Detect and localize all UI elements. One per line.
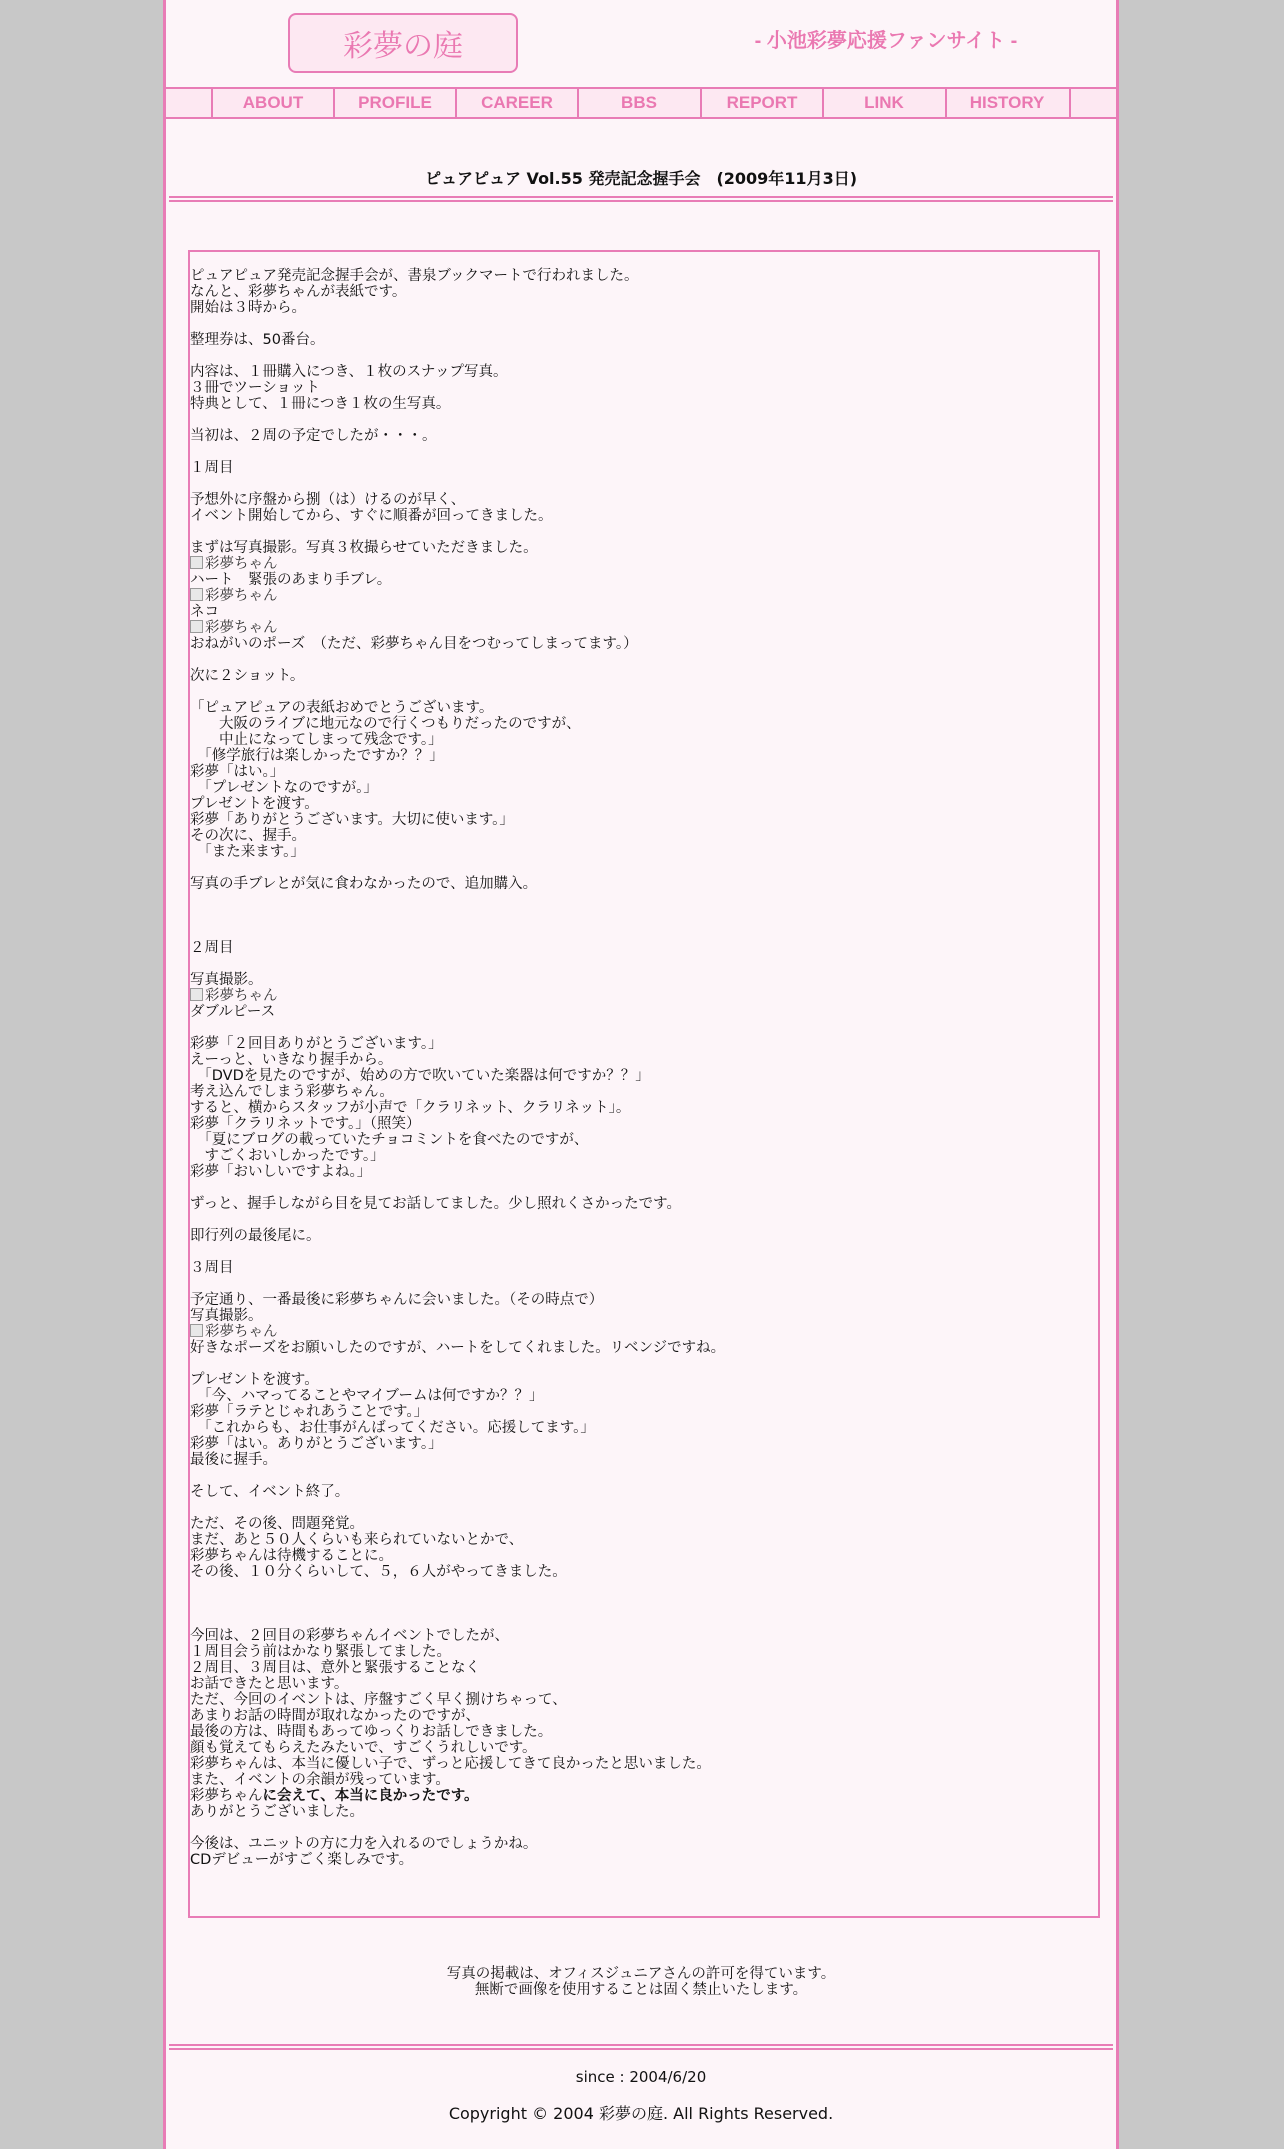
report-line-text: すると、横からスタッフが小声で「クラリネット、クラリネット」。 (190, 1100, 631, 1116)
report-line-text: その後、１０分くらいして、５，６人がやってきました。 (190, 1564, 567, 1580)
report-line (190, 1068, 1090, 1084)
report-line (190, 460, 1090, 476)
report-line-text: 当初は、２周の予定でしたが・・・。 (190, 428, 437, 444)
report-line (190, 300, 1090, 316)
report-line (190, 508, 1090, 524)
report-line-text: 最後の方は、時間もあってゆっくりお話しできました。 (190, 1724, 553, 1740)
report-line (190, 1532, 1090, 1548)
report-line-text: その次に、握手。 (190, 828, 306, 844)
report-line (190, 396, 1090, 412)
report-line (190, 1452, 1090, 1468)
report-line-text: まずは写真撮影。写真３枚撮らせていただきました。 (190, 540, 538, 556)
report-line (190, 1772, 1090, 1788)
report-line-text: プレゼントを渡す。 (190, 796, 319, 812)
report-line-text: 彩夢「おいしいですよね。」 (190, 1164, 372, 1180)
report-line (190, 1628, 1090, 1644)
footer-divider (169, 2044, 1113, 2050)
report-line (190, 1692, 1090, 1708)
notice-line-2: 無断で画像を使用することは固く禁止いたします。 (474, 1982, 808, 1998)
report-line (190, 828, 1090, 844)
report-line-text: おねがいのポーズ （ただ、彩夢ちゃん目をつむってしまってます。） (190, 636, 638, 652)
report-line-text: ネコ (190, 604, 219, 620)
photo-placeholder (190, 1324, 1090, 1340)
report-line-text: あまりお話の時間が取れなかったのですが、 (190, 1708, 480, 1724)
report-line-text: ありがとうございました。 (190, 1804, 364, 1820)
report-line (190, 1660, 1090, 1676)
nav-profile[interactable]: PROFILE (333, 89, 455, 117)
report-line-text: 彩夢「ラテとじゃれあうことです。」 (190, 1404, 429, 1420)
report-line (190, 1084, 1090, 1100)
report-line (190, 1820, 1090, 1836)
title-divider (169, 196, 1113, 202)
nav-link[interactable]: LINK (822, 89, 944, 117)
report-line-text: 写真撮影。 (190, 972, 263, 988)
photo-placeholder (190, 620, 1090, 636)
report-line (190, 1420, 1090, 1436)
report-line (190, 1116, 1090, 1132)
copyright-text: Copyright © 2004 彩夢の庭. All Rights Reserved. (448, 2104, 834, 2123)
report-line-text: 好きなポーズをお願いしたのですが、ハートをしてくれました。リベンジですね。 (190, 1340, 726, 1356)
report-line-text: 彩夢ちゃんは待機することに。 (190, 1548, 393, 1564)
nav-report[interactable]: REPORT (700, 89, 822, 117)
report-line-text: １周目会う前はかなり緊張してました。 (190, 1644, 451, 1660)
report-line-text: 開始は３時から。 (190, 300, 306, 316)
report-line (190, 1836, 1090, 1852)
nav-history[interactable]: HISTORY (945, 89, 1067, 117)
report-line-text: 彩夢「クラリネットです。」（照笑） (190, 1116, 421, 1132)
report-body (190, 268, 1090, 1868)
report-line-text: 特典として、１冊につき１枚の生写真。 (190, 396, 451, 412)
report-line-text: えーっと、いきなり握手から。 (190, 1052, 393, 1068)
site-logo[interactable] (288, 13, 518, 73)
report-line (190, 684, 1090, 700)
report-line (190, 1260, 1090, 1276)
report-line-text: まだ、あと５０人くらいも来られていないとかで、 (190, 1532, 524, 1548)
report-line-text: ３周目 (190, 1260, 234, 1276)
report-line (190, 1228, 1090, 1244)
site-tagline: - 小池彩夢応援ファンサイト - (754, 30, 1018, 52)
report-line (190, 492, 1090, 508)
report-line-text: 彩夢「２回目ありがとうございます。」 (190, 1036, 443, 1052)
report-line (190, 668, 1090, 684)
report-line-text: ずっと、握手しながら目を見てお話してました。少し照れくさかったです。 (190, 1196, 681, 1212)
report-line (190, 1340, 1090, 1356)
report-line-text: 顔も覚えてもらえたみたいで、すごくうれしいです。 (190, 1740, 537, 1756)
notice-line-1: 写真の掲載は、オフィスジュニアさんの許可を得ています。 (446, 1966, 836, 1982)
report-line-text: 予定通り、一番最後に彩夢ちゃんに会いました。（その時点で） (190, 1292, 604, 1308)
report-line (190, 1676, 1090, 1692)
report-line-text: ピュアピュア発売記念握手会が、書泉ブックマートで行われました。 (190, 268, 639, 284)
report-line-text: プレゼントを渡す。 (190, 1372, 319, 1388)
report-line-text: ハート 緊張のあまり手ブレ。 (190, 572, 392, 588)
report-line (190, 972, 1090, 988)
report-line-text: 「今、ハマってることやマイブームは何ですか？？」 (190, 1388, 544, 1404)
site-logo-text: 彩夢の庭 (343, 29, 463, 64)
report-line (190, 1020, 1090, 1036)
article-title: ピュアピュア Vol.55 発売記念握手会 (2009年11月3日) (424, 169, 858, 188)
nav-career[interactable]: CAREER (455, 89, 577, 117)
report-line (190, 1708, 1090, 1724)
report-line (190, 1404, 1090, 1420)
report-line (190, 1788, 1090, 1804)
report-line (190, 1388, 1090, 1404)
report-line (190, 268, 1090, 284)
copyright-notice (166, 1966, 1116, 1998)
report-line (190, 444, 1090, 460)
report-line (190, 572, 1090, 588)
report-line-text: 考え込んでしまう彩夢ちゃん。 (190, 1084, 394, 1100)
nav-bbs[interactable]: BBS (577, 89, 699, 117)
report-line (190, 1308, 1090, 1324)
report-line (190, 316, 1090, 332)
report-line-text: 「プレゼントなのですが。」 (190, 780, 378, 796)
report-line (190, 1548, 1090, 1564)
report-line-text: 「これからも、お仕事がんばってください。応援してます。」 (190, 1420, 595, 1436)
report-line-text: 彩夢ちゃん (205, 588, 278, 604)
report-line (190, 1612, 1090, 1628)
report-line-text: 彩夢ちゃんは、本当に優しい子で、ずっと応援してきて良かったと思いました。 (190, 1756, 711, 1772)
report-line (190, 604, 1090, 620)
report-line (190, 524, 1090, 540)
report-line-text: ３冊でツーショット (190, 380, 320, 396)
report-line-text: また、イベントの余韻が残っています。 (190, 1772, 450, 1788)
report-line (190, 1196, 1090, 1212)
nav-end-divider (1069, 89, 1071, 117)
report-line (190, 1292, 1090, 1308)
report-line (190, 1756, 1090, 1772)
report-line-text: 彩夢ちゃん (205, 1324, 278, 1340)
report-line (190, 1148, 1090, 1164)
report-line-text: 大阪のライブに地元なので行くつもりだったのですが、 (190, 716, 581, 732)
report-line (190, 1004, 1090, 1020)
report-line-text: 彩夢ちゃん (205, 620, 278, 636)
report-line (190, 700, 1090, 716)
report-line (190, 812, 1090, 828)
report-line-text: 彩夢ちゃん (205, 556, 278, 572)
report-line-text: 写真の手ブレとが気に食わなかったので、追加購入。 (190, 876, 538, 892)
report-line-text: すごくおいしかったです。」 (190, 1148, 385, 1164)
report-line (190, 1180, 1090, 1196)
report-line (190, 940, 1090, 956)
report-line (190, 956, 1090, 972)
report-line (190, 876, 1090, 892)
report-line-text: ２周目 (190, 940, 234, 956)
report-line (190, 1372, 1090, 1388)
report-line-text: 彩夢「はい。」 (190, 764, 285, 780)
report-line-text: 彩夢「はい。ありがとうございます。」 (190, 1436, 443, 1452)
report-line (190, 1356, 1090, 1372)
photo-placeholder (190, 588, 1090, 604)
nav-about[interactable]: ABOUT (211, 89, 333, 117)
report-line-text: 整理券は、50番台。 (190, 332, 325, 348)
report-line (190, 1740, 1090, 1756)
report-line (190, 1468, 1090, 1484)
report-line (190, 732, 1090, 748)
report-line-text: 彩夢ちゃん (190, 1788, 263, 1804)
photo-placeholder (190, 988, 1090, 1004)
report-line (190, 540, 1090, 556)
report-line (190, 924, 1090, 940)
report-line (190, 348, 1090, 364)
report-line-text: CDデビューがすごく楽しみです。 (190, 1852, 414, 1868)
report-line-text: 中止になってしまって残念です。」 (190, 732, 443, 748)
report-line-text: 「DVDを見たのですが、始めの方で吹いていた楽器は何ですか？？」 (190, 1068, 650, 1084)
report-line (190, 652, 1090, 668)
main-nav (166, 87, 1116, 119)
report-line (190, 380, 1090, 396)
report-line-text: １周目 (190, 460, 234, 476)
report-line (190, 1052, 1090, 1068)
report-line-text: 即行列の最後尾に。 (190, 1228, 321, 1244)
report-line (190, 748, 1090, 764)
report-line (190, 1036, 1090, 1052)
report-line-emphasis: に会えて、本当に良かったです。 (262, 1788, 479, 1804)
report-line (190, 1276, 1090, 1292)
report-line (190, 1164, 1090, 1180)
report-line (190, 860, 1090, 876)
report-line-text: 「修学旅行は楽しかったですか？？」 (190, 748, 444, 764)
report-line (190, 764, 1090, 780)
report-line (190, 284, 1090, 300)
report-line (190, 780, 1090, 796)
report-line-text: 「また来ます。」 (190, 844, 305, 860)
report-line-text: そして、イベント終了。 (190, 1484, 350, 1500)
report-line-text: ２周目、３周目は、意外と緊張することなく (190, 1660, 480, 1676)
report-line (190, 476, 1090, 492)
report-line (190, 332, 1090, 348)
report-line (190, 1564, 1090, 1580)
report-line (190, 1436, 1090, 1452)
report-line-text: 「ピュアピュアの表紙おめでとうございます。 (190, 700, 494, 716)
report-line (190, 716, 1090, 732)
report-line (190, 364, 1090, 380)
report-line (190, 844, 1090, 860)
report-line (190, 908, 1090, 924)
report-line-text: ただ、その後、問題発覚。 (190, 1516, 364, 1532)
since-date: since : 2004/6/20 (575, 2068, 707, 2086)
report-line (190, 1484, 1090, 1500)
report-line (190, 1100, 1090, 1116)
report-line (190, 1516, 1090, 1532)
report-line (190, 412, 1090, 428)
report-line-text: イベント開始してから、すぐに順番が回ってきました。 (190, 508, 553, 524)
report-line-text: ダブルピース (190, 1004, 276, 1020)
page-container (163, 0, 1119, 2149)
report-line (190, 1500, 1090, 1516)
report-line-text: 最後に握手。 (190, 1452, 277, 1468)
report-line (190, 1644, 1090, 1660)
report-line-text: 内容は、１冊購入につき、１枚のスナップ写真。 (190, 364, 508, 380)
photo-placeholder (190, 556, 1090, 572)
report-line-text: 写真撮影。 (190, 1308, 263, 1324)
report-line (190, 796, 1090, 812)
report-line (190, 1580, 1090, 1596)
report-line (190, 1596, 1090, 1612)
report-line-text: 彩夢ちゃん (205, 988, 278, 1004)
report-line (190, 636, 1090, 652)
report-line-text: お話できたと思います。 (190, 1676, 349, 1692)
report-line (190, 1212, 1090, 1228)
report-line (190, 892, 1090, 908)
report-line-text: 予想外に序盤から捌（は）けるのが早く、 (190, 492, 466, 508)
report-line-text: 次に２ショット。 (190, 668, 305, 684)
report-line-text: ただ、今回のイベントは、序盤すごく早く捌けちゃって、 (190, 1692, 567, 1708)
report-line (190, 1132, 1090, 1148)
report-line (190, 1244, 1090, 1260)
report-line (190, 1804, 1090, 1820)
report-line-text: 今回は、２回目の彩夢ちゃんイベントでしたが、 (190, 1628, 509, 1644)
report-line (190, 428, 1090, 444)
report-line (190, 1724, 1090, 1740)
report-line-text: 今後は、ユニットの方に力を入れるのでしょうかね。 (190, 1836, 538, 1852)
report-line-text: 彩夢「ありがとうございます。大切に使います。」 (190, 812, 514, 828)
report-line-text: なんと、彩夢ちゃんが表紙です。 (190, 284, 407, 300)
report-line (190, 1852, 1090, 1868)
report-line-text: 「夏にブログの載っていたチョコミントを食べたのですが、 (190, 1132, 589, 1148)
